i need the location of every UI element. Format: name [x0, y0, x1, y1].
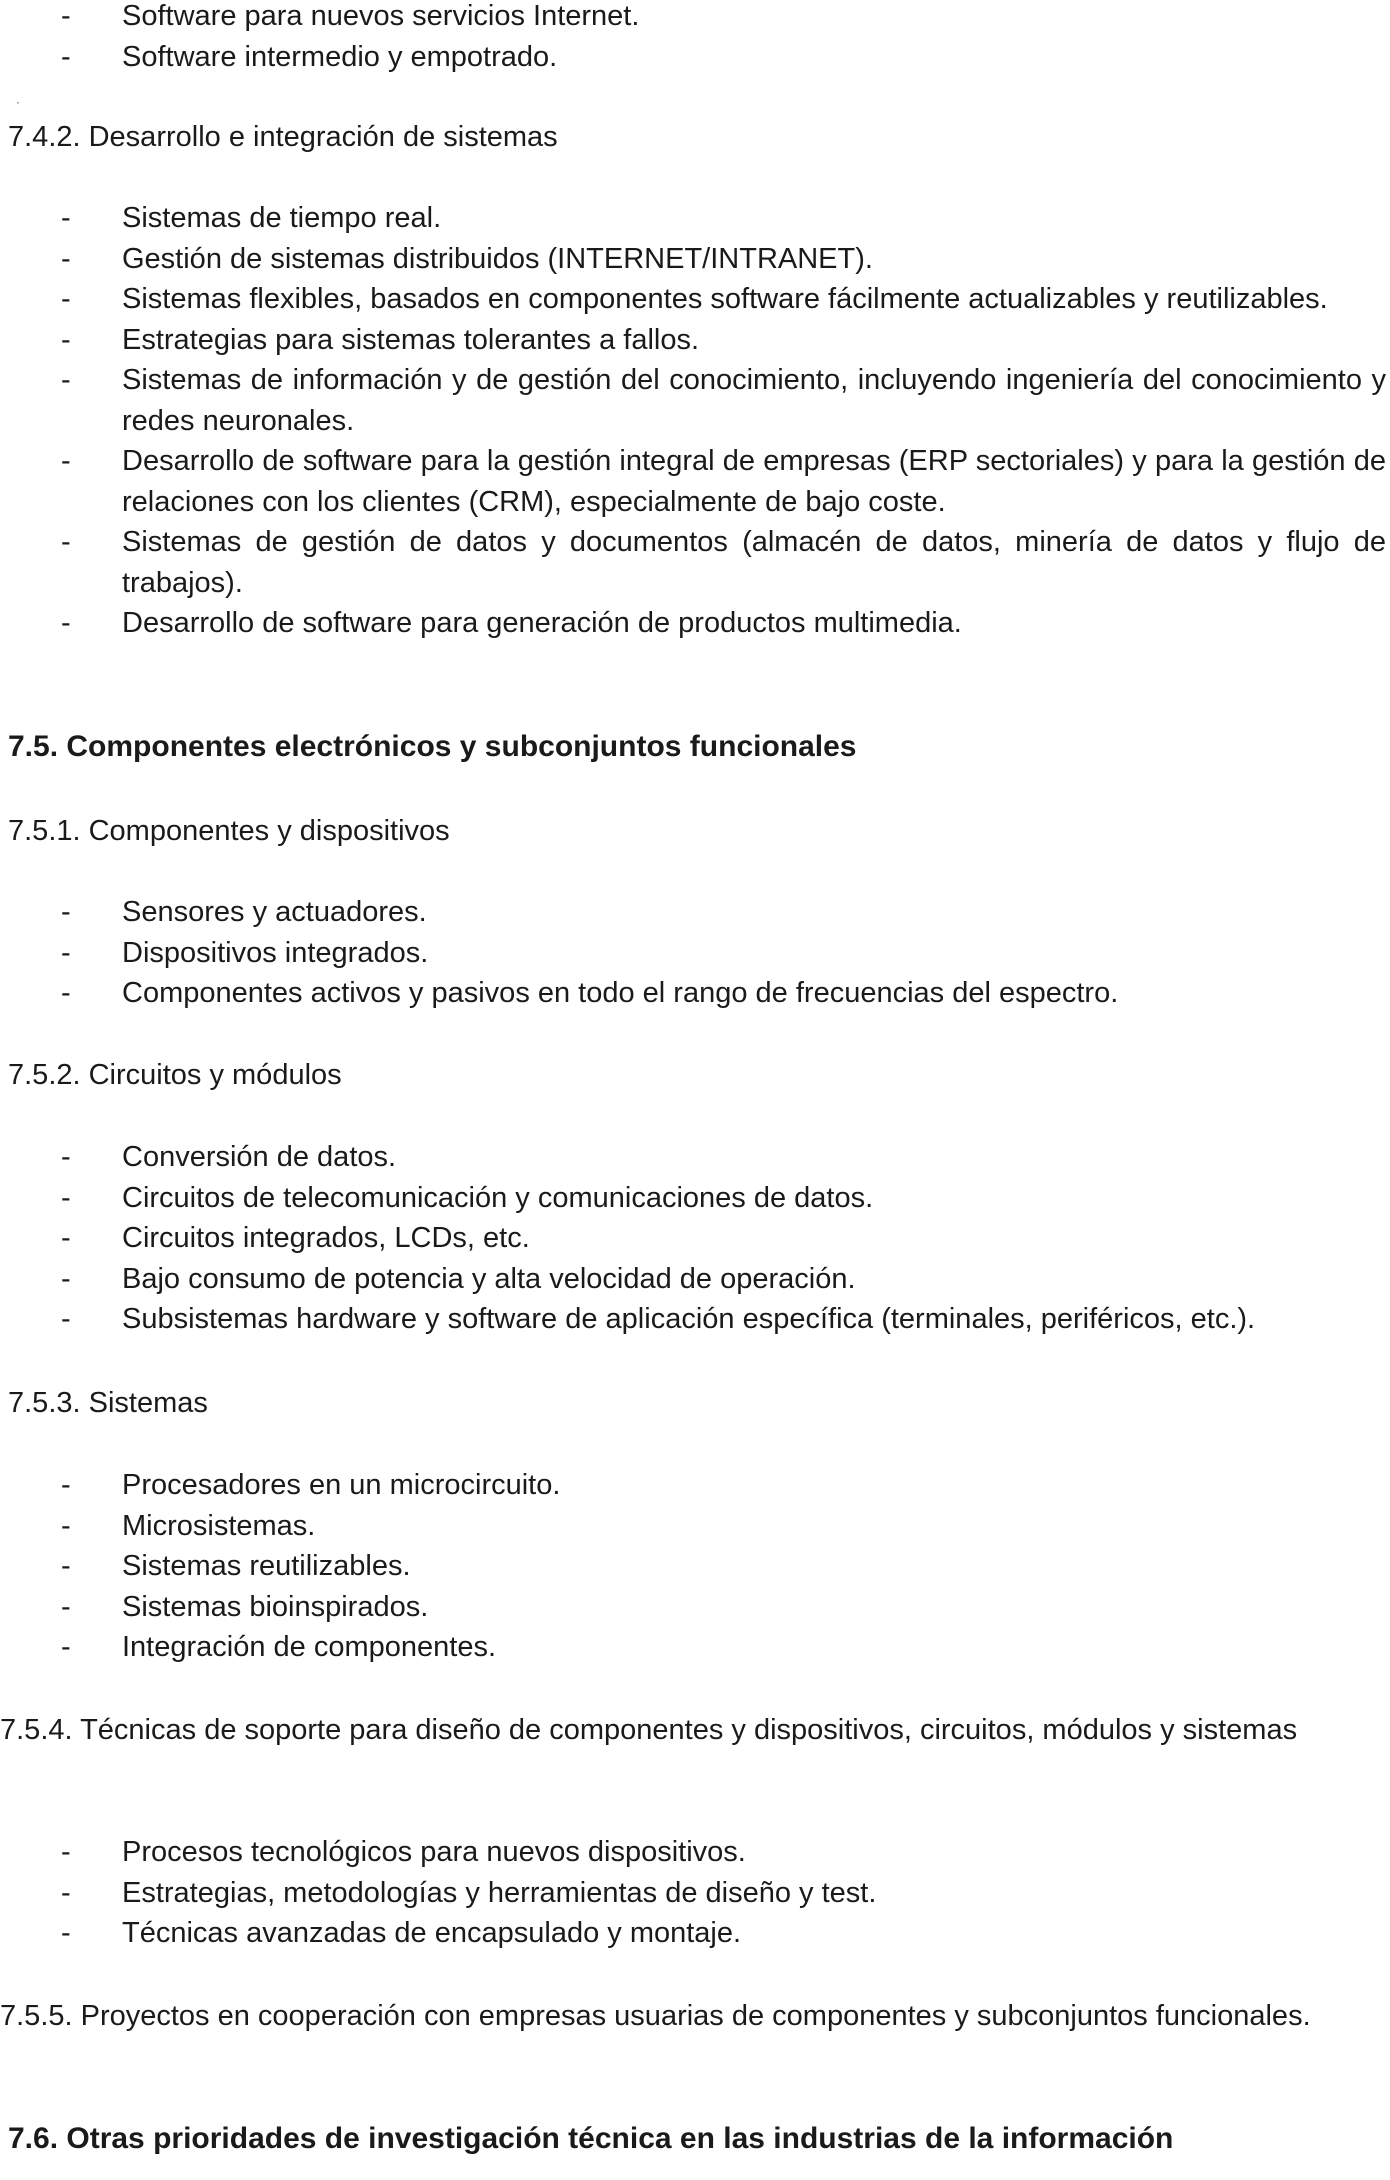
list-item: - Conversión de datos.	[0, 1137, 1386, 1178]
list-item: - Sistemas bioinspirados.	[0, 1587, 1386, 1628]
section-7-5-2-list	[0, 1137, 1386, 1340]
scan-speck: ·	[16, 95, 20, 109]
list-item: - Estrategias, metodologías y herramientas de diseño y test.	[0, 1873, 1386, 1914]
list-item: - Circuitos integrados, LCDs, etc.	[0, 1218, 1386, 1259]
section-7-4-2-heading: 7.4.2. Desarrollo e integración de sistemas	[8, 121, 558, 153]
list-item: - Sistemas de tiempo real.	[0, 198, 1386, 239]
list-item: - Microsistemas.	[0, 1506, 1386, 1547]
section-7-5-1-heading: 7.5.1. Componentes y dispositivos	[8, 815, 450, 847]
section-7-5-4-list	[0, 1832, 1386, 1954]
section-7-5-2-heading: 7.5.2. Circuitos y módulos	[8, 1059, 342, 1091]
list-item: - Desarrollo de software para la gestión integral de empresas (ERP sectoriales) y para la gestión de relaciones con los clientes (CRM), especialmente de bajo coste.	[0, 441, 1386, 522]
section-7-5-heading: 7.5. Componentes electrónicos y subconjuntos funcionales	[8, 730, 857, 763]
section-7-5-4-heading: 7.5.4. Técnicas de soporte para diseño de componentes y dispositivos, circuitos, módulos y sistemas	[0, 1714, 1298, 1746]
list-item: - Técnicas avanzadas de encapsulado y montaje.	[0, 1913, 1386, 1954]
list-item: - Subsistemas hardware y software de aplicación específica (terminales, periféricos, etc.).	[0, 1299, 1386, 1340]
list-item: - Sistemas flexibles, basados en componentes software fácilmente actualizables y reutilizables.	[0, 279, 1386, 320]
list-item: - Estrategias para sistemas tolerantes a fallos.	[0, 320, 1386, 361]
list-item: - Procesadores en un microcircuito.	[0, 1465, 1386, 1506]
list-item: - Bajo consumo de potencia y alta velocidad de operación.	[0, 1259, 1386, 1300]
list-item: - Desarrollo de software para generación de productos multimedia.	[0, 603, 1386, 644]
section-7-5-1-list	[0, 892, 1386, 1014]
software-list	[0, 0, 1386, 77]
list-item: - Software intermedio y empotrado.	[0, 37, 1386, 78]
list-item: - Dispositivos integrados.	[0, 933, 1386, 974]
list-item: - Gestión de sistemas distribuidos (INTERNET/INTRANET).	[0, 239, 1386, 280]
list-item: - Componentes activos y pasivos en todo el rango de frecuencias del espectro.	[0, 973, 1386, 1014]
section-7-5-3-heading: 7.5.3. Sistemas	[8, 1387, 208, 1419]
list-item: - Sistemas de gestión de datos y documentos (almacén de datos, minería de datos y flujo de trabajos).	[0, 522, 1386, 603]
section-7-5-5-heading: 7.5.5. Proyectos en cooperación con empresas usuarias de componentes y subconjuntos funcionales.	[0, 2000, 1311, 2032]
list-item: - Sensores y actuadores.	[0, 892, 1386, 933]
list-item: - Software para nuevos servicios Internet.	[0, 0, 1386, 37]
section-7-6-heading: 7.6. Otras prioridades de investigación técnica en las industrias de la información	[8, 2122, 1174, 2155]
section-7-4-2-list	[0, 198, 1386, 644]
section-7-5-3-list	[0, 1465, 1386, 1668]
list-item: - Sistemas de información y de gestión del conocimiento, incluyendo ingeniería del conocimiento y redes neuronales.	[0, 360, 1386, 441]
list-item: - Procesos tecnológicos para nuevos dispositivos.	[0, 1832, 1386, 1873]
list-item: - Integración de componentes.	[0, 1627, 1386, 1668]
list-item: - Sistemas reutilizables.	[0, 1546, 1386, 1587]
list-item: - Circuitos de telecomunicación y comunicaciones de datos.	[0, 1178, 1386, 1219]
